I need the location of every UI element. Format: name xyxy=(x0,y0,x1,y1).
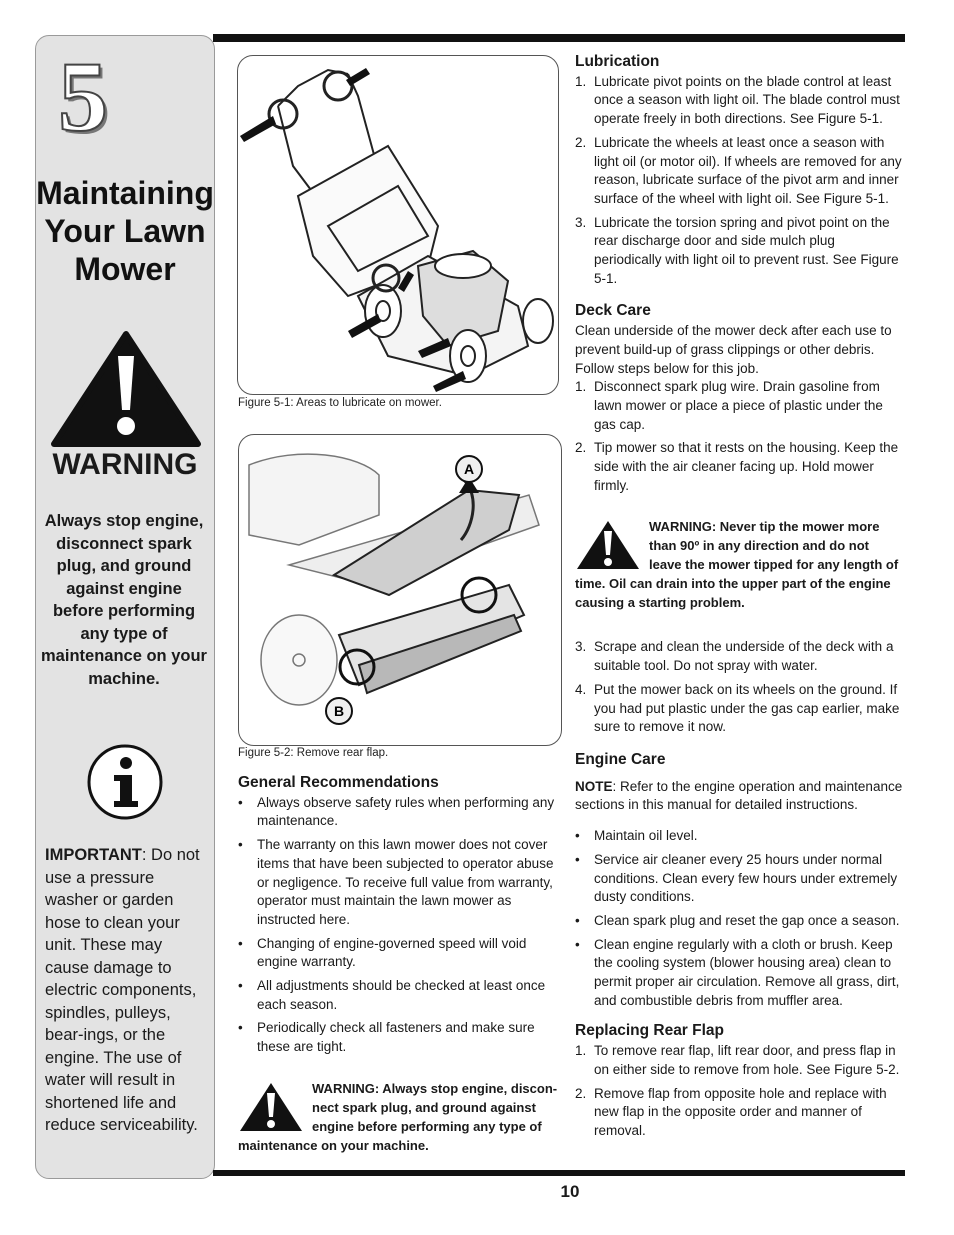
warning-text: Always stop engine, disconnect spark plug, and ground against engine before performing any type of maintenance on your machine. xyxy=(41,512,207,688)
list-item: 2. Tip mower so that it rests on the housing. Keep the side with the air cleaner facing up. Hold mower firmly. xyxy=(575,440,899,493)
list-item: 4. Put the mower back on its wheels on the ground. If you had put plastic under the gas cap earlier, make sure to remove it now. xyxy=(575,681,900,735)
list-item: • Maintain oil level. xyxy=(575,828,698,844)
list-item: 2. Lubricate the wheels at least once a season with light oil (or motor oil). If wheels are removed for any reason, lubricate surface of the pivot arm and inner surface of the wheel with light oil. See Figure 5-1. xyxy=(575,134,902,206)
warning-triangle-icon xyxy=(50,330,202,448)
right-column xyxy=(575,53,905,1146)
deck-warning: WARNING: Never tip the mower more than 90º in any direction and do not leave the mower tipped for any length of time. Oil can drain into the upper part of the engine causing a starting problem. xyxy=(575,519,899,611)
bottom-rule xyxy=(213,1170,905,1176)
list-item: • Clean spark plug and reset the gap once a season. xyxy=(575,912,900,928)
top-rule xyxy=(213,34,905,42)
rear-flap-illustration xyxy=(239,435,561,745)
general-warning: WARNING: Always stop engine, discon-nect spark plug, and ground against engine before performing any type of maintenance on your machine. xyxy=(238,1080,558,1153)
general-recommendations xyxy=(238,774,560,1155)
list-item: 1. To remove rear flap, lift rear door, and press flap in on either side to remove from hole. See Figure 5-2. xyxy=(575,1043,900,1077)
chapter-title-line-1: Maintaining xyxy=(36,175,214,211)
figure-5-2-label-a: A xyxy=(463,461,475,477)
figure-5-2-label-b: B xyxy=(333,703,345,719)
figure-5-2 xyxy=(238,434,562,746)
list-item: 3. Scrape and clean the underside of the deck with a suitable tool. Do not spray with water. xyxy=(575,639,894,674)
info-icon xyxy=(86,743,164,821)
chapter-title-line-3: Mower xyxy=(74,251,176,287)
general-heading: General Recommendations xyxy=(238,774,439,791)
figure-5-1 xyxy=(237,55,559,395)
chapter-title-line-2: Your Lawn xyxy=(44,213,206,249)
lubrication-list xyxy=(575,73,905,289)
deck-care-list-a xyxy=(575,378,905,495)
list-item: • The warranty on this lawn mower does not cover items that have been subjected to operator abuse or negligence. To receive full value from warranty, operator must maintain the lawn mower as instructed here. xyxy=(238,837,554,927)
deck-care-intro: Clean underside of the mower deck after each use to prevent build-up of grass clippings or other debris. Follow steps below for this job. xyxy=(575,323,892,376)
figure-5-2-caption: Figure 5-2: Remove rear flap. xyxy=(238,747,389,759)
general-list xyxy=(238,794,560,1057)
list-item: • Periodically check all fasteners and make sure these are tight. xyxy=(238,1020,535,1055)
list-item: • Changing of engine-governed speed will void engine warranty. xyxy=(238,935,527,970)
engine-care-list xyxy=(575,827,905,1010)
list-item: • Clean engine regularly with a cloth or brush. Keep the cooling system (blower housing area) clean to permit proper air circulation. Remove all grass, dirt, and combustible debris from muffler area. xyxy=(575,936,900,1008)
warning-triangle-icon xyxy=(238,1081,304,1133)
list-item: 1. Lubricate pivot points on the blade control at least once a season with light oil. The blade control must operate freely in both directions. See Figure 5-1. xyxy=(575,73,900,127)
important-text: : Do not use a pressure washer or garden hose to clean your unit. These may cause damage to electric components, spindles, pulleys, bear-ings, or the engine. The use of water will result in shortened life and reduce serviceability. xyxy=(45,846,200,1134)
mower-lubrication-illustration xyxy=(238,56,558,394)
important-label: IMPORTANT xyxy=(45,846,142,864)
chapter-number: 5 xyxy=(58,41,108,152)
list-item: • Always observe safety rules when performing any maintenance. xyxy=(238,794,555,829)
list-item: • All adjustments should be checked at least once each season. xyxy=(238,978,546,1012)
chapter-title xyxy=(36,174,214,288)
rear-flap-heading: Replacing Rear Flap xyxy=(575,1022,725,1040)
rear-flap-list xyxy=(575,1042,905,1141)
warning-heading: WARNING xyxy=(52,448,198,481)
list-item: • Service air cleaner every 25 hours under normal conditions. Clean every few hours under extremely dusty conditions. xyxy=(575,851,898,905)
figure-5-1-caption: Figure 5-1: Areas to lubricate on mower. xyxy=(238,397,442,409)
list-item: 2. Remove flap from opposite hole and replace with new flap in the opposite order and manner of removal. xyxy=(575,1085,887,1138)
list-item: 1. Disconnect spark plug wire. Drain gasoline from lawn mower or place a piece of plastic under the gas cap. xyxy=(575,379,883,432)
page-number: 10 xyxy=(560,1182,580,1201)
deck-care-heading: Deck Care xyxy=(575,302,651,320)
list-item: 3. Lubricate the torsion spring and pivot point on the rear discharge door and side mulch plug periodically with light oil to prevent rust. See Figure 5-1. xyxy=(575,214,899,286)
engine-care-heading: Engine Care xyxy=(575,750,666,768)
warning-triangle-icon xyxy=(575,519,641,571)
important-note xyxy=(45,844,209,1137)
lubrication-heading: Lubrication xyxy=(575,53,660,70)
deck-care-list-b xyxy=(575,638,905,737)
engine-care-note: NOTE: Refer to the engine operation and maintenance sections in this manual for detailed instructions. xyxy=(575,778,903,813)
